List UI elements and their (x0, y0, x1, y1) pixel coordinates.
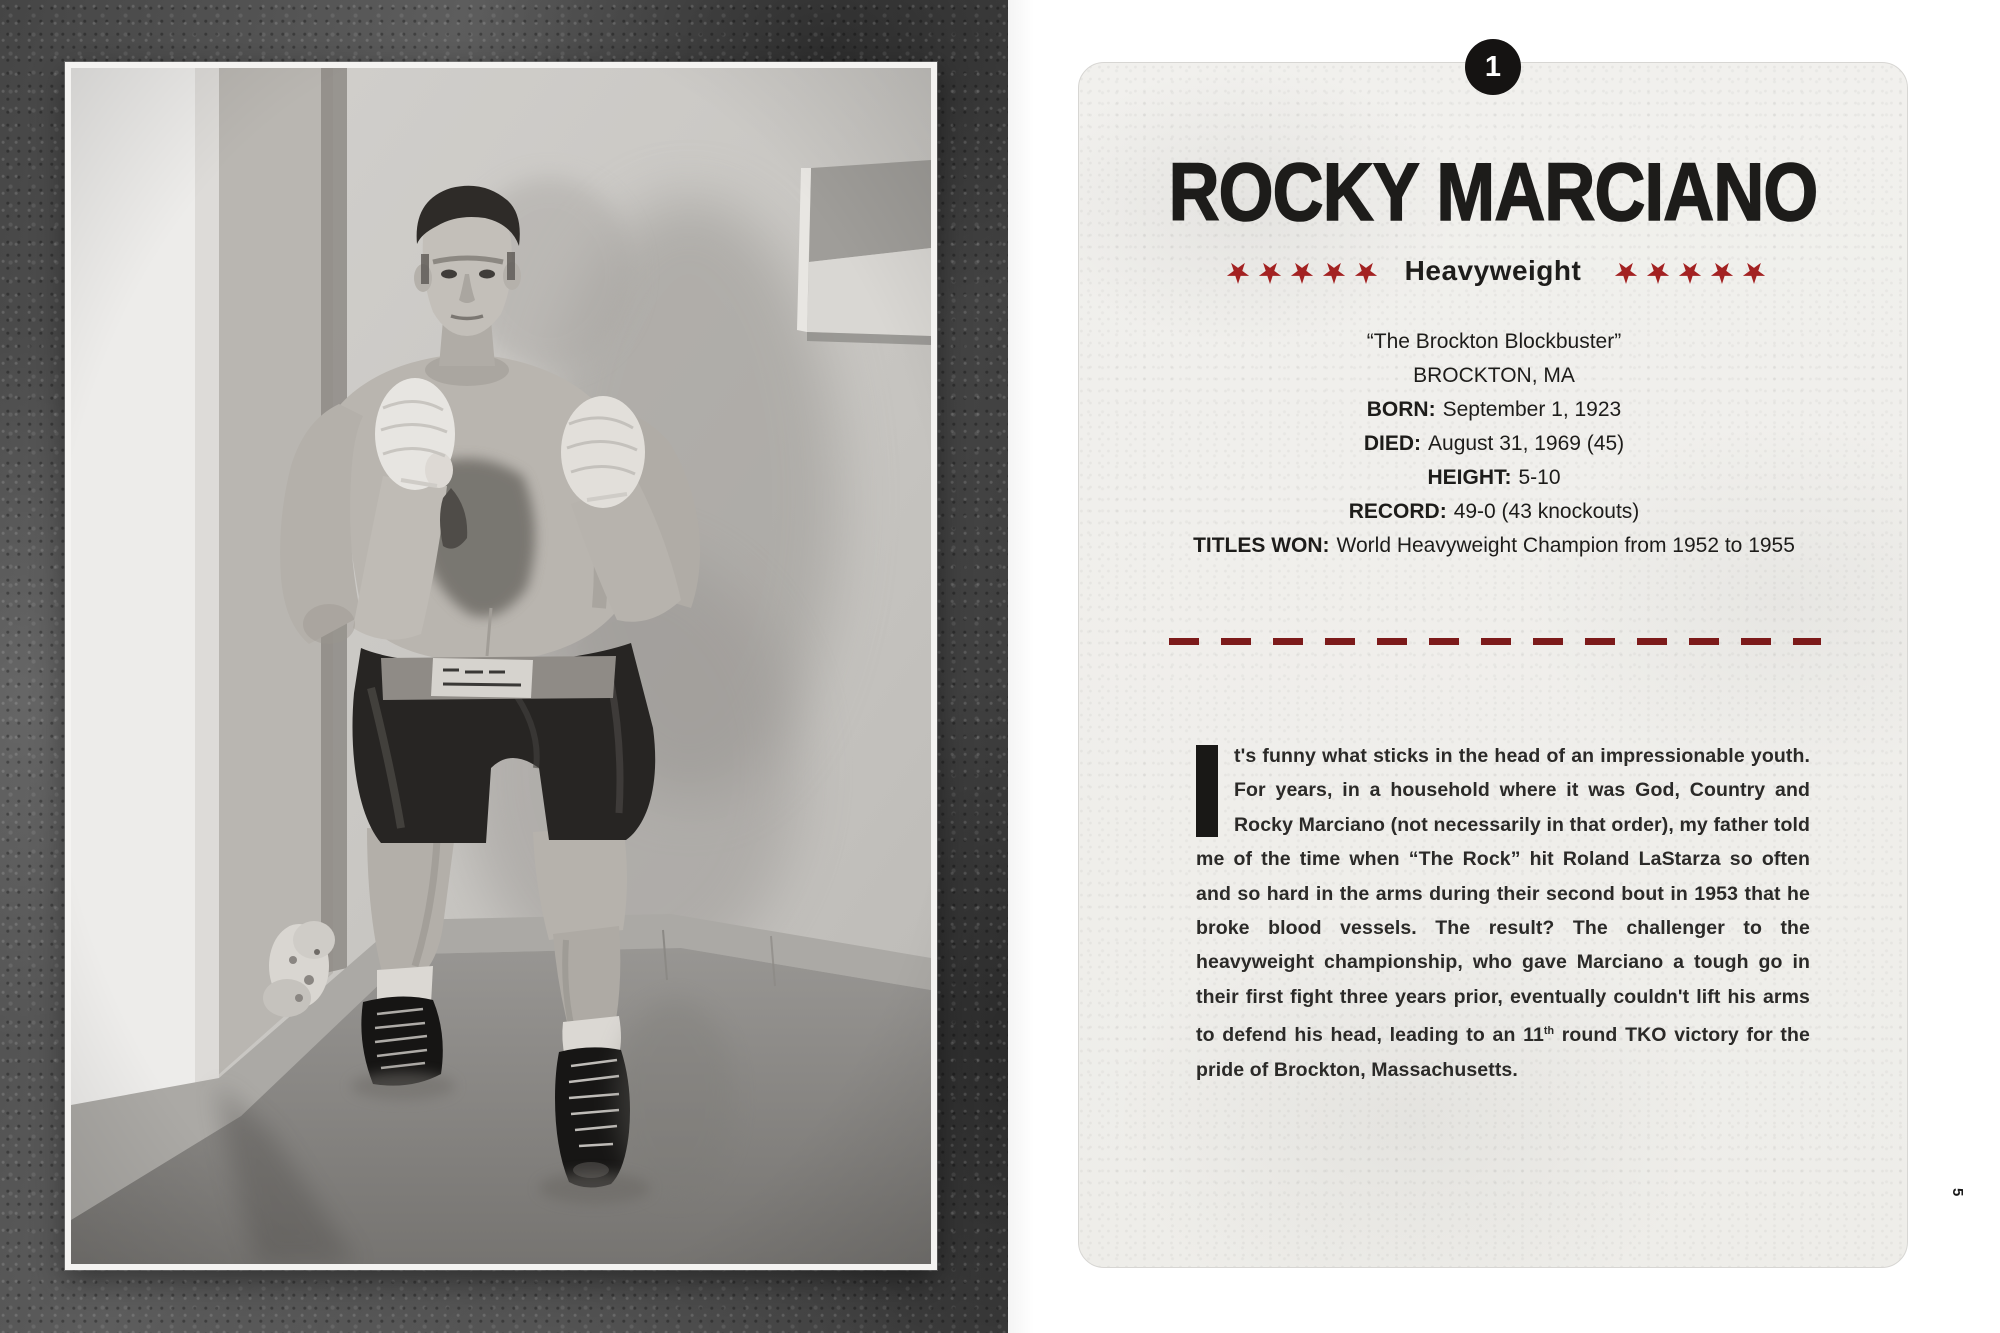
dropcap-letter (1196, 745, 1218, 837)
chapter-number: 1 (1484, 50, 1502, 83)
essay-superscript: th (1543, 1025, 1555, 1038)
profile-born: BORN: September 1, 1923 (1366, 398, 1622, 421)
profile-height: HEIGHT: 5-10 (1427, 466, 1561, 489)
profile-died: DIED: August 31, 1969 (45) (1363, 432, 1625, 455)
profile-titles: TITLES WON: World Heavyweight Champion from 1952 to 1955 (1193, 534, 1795, 557)
essay-text: t's funny what sticks in the head of an impressionable youth. For years, in a household where it was God, Country and Rocky Marciano (not necessarily in that order), my father told me of the time when “The Rock” hit Roland LaStarza so often and so hard in the arms during their second bout in 1953 that he broke blood vessels. The result? The challenger to the heavyweight championship, who gave Marciano a tough go in their first fight three years prior, eventually couldn't lift his arms to defend his head, leading to an 11 (1196, 745, 1810, 1047)
page-number: 5 (1949, 1188, 1966, 1197)
boxer-training-photo (71, 68, 931, 1264)
intro-paragraph (1196, 739, 1810, 1087)
fighter-name-heading: ROCKY MARCIANO (1168, 147, 1818, 238)
dashed-divider (1169, 638, 1821, 645)
rating-stars-left-icon: ★★★★★ (1218, 255, 1379, 288)
weight-class-label: Heavyweight (1404, 255, 1582, 286)
fighter-card (1078, 50, 1908, 1268)
essay-text-end: round TKO victory for the pride of Brockton, Massachusetts. (1196, 1024, 1810, 1081)
framed-photo (65, 62, 937, 1270)
right-page (1008, 0, 2000, 1333)
weight-class-row (1079, 251, 1907, 291)
profile-record: RECORD: 49-0 (43 knockouts) (1348, 500, 1640, 523)
profile-hometown: BROCKTON, MA (1413, 364, 1575, 387)
fighter-profile (1119, 325, 1869, 563)
chapter-number-badge (1465, 39, 1521, 95)
profile-nickname: “The Brockton Blockbuster” (1366, 330, 1622, 353)
rating-stars-right-icon: ★★★★★ (1607, 255, 1768, 288)
